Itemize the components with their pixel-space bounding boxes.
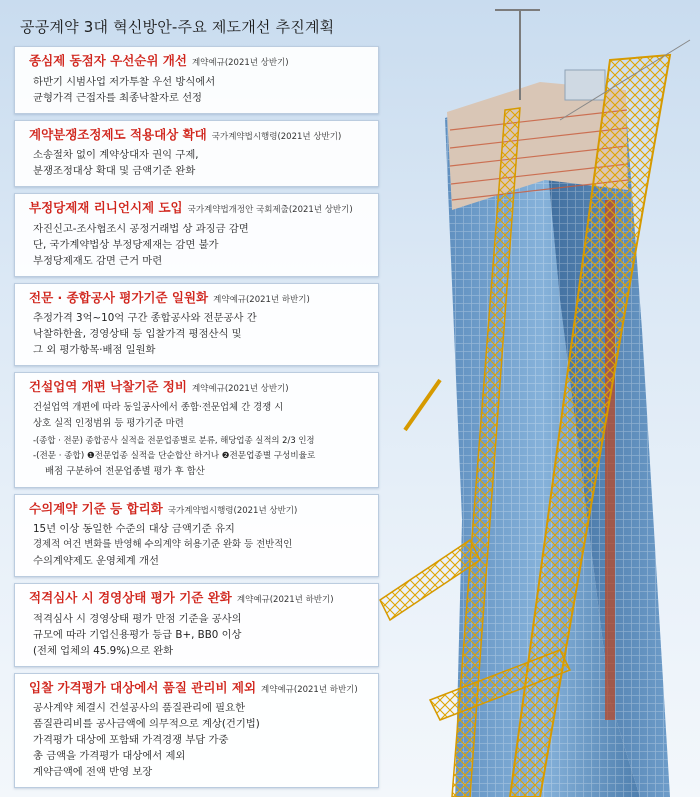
reform-line: 분쟁조정대상 확대 및 금액기준 완화 [33, 165, 196, 177]
reform-line: 균형가격 근접자를 최종낙찰자로 선정 [33, 91, 202, 104]
reform-line: 규모에 따라 기업신용평가 등급 B+, BB0 이상 [33, 628, 242, 641]
reform-title: 건설업역 개편 낙찰기준 정비 [29, 379, 187, 394]
reform-line: 가격평가 대상에 포함돼 가격경쟁 부담 가중 [33, 734, 229, 746]
reform-line: 추정가격 3억~10억 구간 종합공사와 전문공사 간 [33, 312, 257, 324]
reform-title: 종심제 동점자 우선순위 개선 [29, 53, 187, 68]
reform-card [14, 673, 379, 789]
reform-tag: 계약예규(2021년 상반기) [191, 384, 289, 394]
reform-line: 총 금액을 가격평가 대상에서 제외 [33, 750, 186, 762]
reform-line: 적격심사 시 경영상태 평가 만점 기준을 공사의 [33, 612, 242, 625]
reform-line: (전체 업체의 45.9%)으로 완화 [33, 644, 174, 657]
reform-card [14, 372, 379, 488]
reform-card [14, 583, 379, 667]
reform-tag: 계약예규(2021년 하반기) [213, 294, 310, 305]
reform-card [14, 120, 379, 188]
reform-tag: 계약예규(2021년 상반기) [191, 58, 289, 68]
reform-line: 낙찰하한율, 경영상태 등 입찰가격 평점산식 및 [33, 328, 242, 340]
reform-line: 경제적 여건 변화를 반영해 수의계약 허용기준 완화 등 전반적인 [33, 539, 293, 550]
reform-title: 수의계약 기준 등 합리화 [29, 500, 163, 516]
reform-title: 계약분쟁조정제도 적용대상 확대 [29, 126, 207, 142]
reform-line: 소송절차 없이 계약상대자 권익 구제, [33, 149, 199, 161]
reform-line: 공사계약 체결시 건설공사의 품질관리에 필요한 [33, 702, 246, 714]
reform-line: 하반기 시범사업 저가투찰 우선 방식에서 [33, 75, 216, 88]
reform-title: 전문 · 종합공사 평가기준 일원화 [29, 289, 209, 305]
reform-line: 상호 실적 인정범위 등 평가기준 마련 [33, 417, 184, 429]
reform-line: 건설업역 개편에 따라 동일공사에서 종합·전문업체 간 경쟁 시 [33, 401, 284, 413]
reform-tag: 국가계약법개정안 국회제출(2021년 상반기) [187, 205, 353, 215]
reform-line: -(종합 · 전문) 종합공사 실적을 전문업종별로 분류, 해당업종 실적의 2/3 인정 [33, 434, 315, 445]
reform-line: 자진신고-조사협조시 공정거래법 상 과징금 감면 [33, 222, 249, 235]
reform-card [14, 193, 379, 277]
reform-list [14, 46, 379, 788]
reform-line: 수의계약제도 운영체계 개선 [33, 555, 159, 567]
reform-title: 부정당제재 리니언시제 도입 [29, 200, 183, 215]
reform-line: 품질관리비를 공사금액에 의무적으로 계상(건기법) [33, 718, 260, 730]
reform-card [14, 283, 379, 367]
reform-title: 적격심사 시 경영상태 평가 기준 완화 [29, 590, 232, 605]
reform-line: -(전문 · 종합) ❶전문업종 실적을 단순합산 하거나 ❷전문업종별 구성비율로 [33, 450, 316, 461]
page-title: 공공계약 3대 혁신방안-주요 제도개선 추진계획 [20, 18, 335, 36]
reform-line: 15년 이상 동일한 수준의 대상 금액기준 유지 [33, 523, 235, 535]
reform-card [14, 46, 379, 114]
reform-tag: 계약예규(2021년 하반기) [236, 595, 334, 605]
reform-title: 입찰 가격평가 대상에서 품질 관리비 제외 [29, 679, 257, 695]
reform-line: 배점 구분하여 전문업종별 평가 후 합산 [45, 465, 205, 477]
reform-tag: 계약예규(2021년 하반기) [261, 684, 358, 695]
reform-line: 단, 국가계약법상 부정당제재는 감면 불가 [33, 238, 219, 251]
reform-line: 그 외 평가항목·배점 일원화 [33, 344, 156, 356]
reform-tag: 국가계약법시행령(2021년 상반기) [167, 505, 298, 516]
reform-line: 계약금액에 전액 반영 보장 [33, 766, 153, 778]
reform-card [14, 494, 379, 578]
reform-line: 부정당제재도 감면 근거 마련 [33, 254, 163, 267]
reform-tag: 국가계약법시행령(2021년 상반기) [211, 131, 342, 142]
